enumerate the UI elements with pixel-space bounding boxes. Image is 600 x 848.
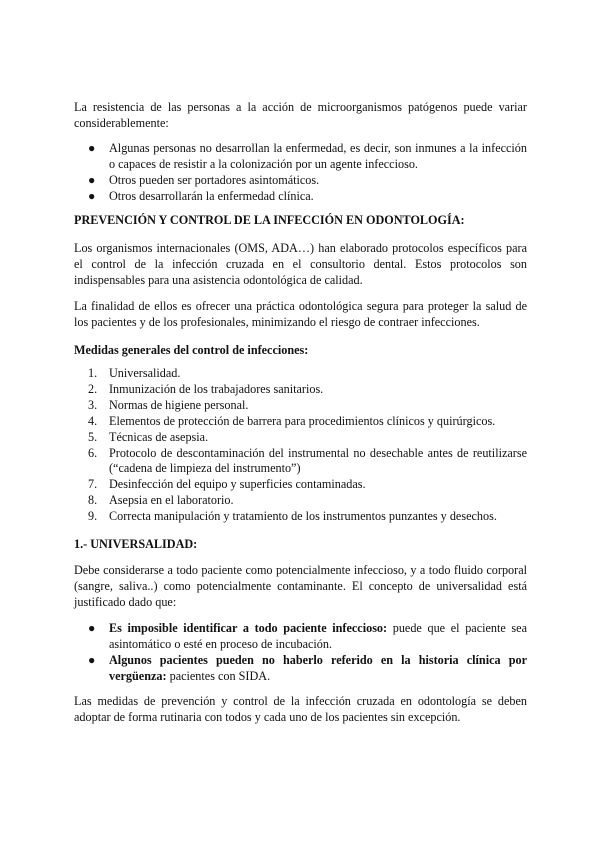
list-item: ● Otros desarrollarán la enfermedad clínica. <box>88 188 314 203</box>
list-item: 7. Desinfección del equipo y superficies contaminadas. <box>88 477 366 492</box>
list-item: 3. Normas de higiene personal. <box>88 397 249 412</box>
list-item: 2. Inmunización de los trabajadores sanitarios. <box>88 381 324 396</box>
paragraph-purpose: La finalidad de ellos es ofrecer una práctica odontológica segura para proteger la salud de los pacientes y de los profesionales, minimizando el riesgo de contraer infecciones. <box>74 299 527 329</box>
list-item: 1. Universalidad. <box>88 366 181 380</box>
list-item: ● Otros pueden ser portadores asintomáticos. <box>88 172 320 187</box>
universalidad-title: 1.- UNIVERSALIDAD: <box>74 537 198 551</box>
list-item: 4. Elementos de protección de barrera para procedimientos clínicos y quirúrgicos. <box>88 413 496 428</box>
closing-paragraph: Las medidas de prevención y control de la infección cruzada en odontología se deben adoptar de forma rutinaria con todos y cada uno de los pacientes sin excepción. <box>74 694 527 724</box>
intro-paragraph: La resistencia de las personas a la acción de microorganismos patógenos puede variar considerablemente: <box>74 100 527 130</box>
list-item: ● Es imposible identificar a todo paciente infeccioso: puede que el paciente sea asintomático o esté en proceso de incubación. <box>88 621 527 651</box>
measures-title: Medidas generales del control de infecciones: <box>74 343 309 357</box>
bullet-icon: ● <box>88 188 96 203</box>
universalidad-paragraph: Debe considerarse a todo paciente como potencialmente infeccioso, y a todo fluido corporal (sangre, saliva..) como potencialmente contaminante. El concepto de universalidad está justificado dado que: <box>74 563 527 609</box>
list-item: ● Algunos pacientes pueden no haberlo referido en la historia clínica por vergüenza: pacientes con SIDA. <box>88 652 527 683</box>
list-item: 5. Técnicas de asepsia. <box>88 429 209 444</box>
bullet-icon: ● <box>88 652 96 667</box>
measures-list <box>74 366 527 525</box>
bullet-icon: ● <box>88 172 96 187</box>
list-item: ● Algunas personas no desarrollan la enfermedad, es decir, son inmunes a la infección o capaces de resistir a la colonización por un agente infeccioso. <box>88 141 527 171</box>
list-item: 6. Protocolo de descontaminación del instrumental no desechable antes de reutilizarse (“cadena de limpieza del instrumento”) <box>88 445 527 476</box>
list-item: 8. Asepsia en el laboratorio. <box>88 493 234 508</box>
bullet-icon: ● <box>88 141 96 155</box>
section-title: PREVENCIÓN Y CONTROL DE LA INFECCIÓN EN ODONTOLOGÍA: <box>74 213 465 227</box>
intro-bullet-list <box>74 141 527 205</box>
list-item: 9. Correcta manipulación y tratamiento de los instrumentos punzantes y desechos. <box>88 509 497 524</box>
universalidad-bullet-list <box>74 621 527 685</box>
bullet-icon: ● <box>88 621 96 635</box>
paragraph-organisms: Los organismos internacionales (OMS, ADA…) han elaborado protocolos específicos para el control de la infección cruzada en el consultorio dental. Estos protocolos son indispensables para una asistencia odontológica de calidad. <box>74 241 527 287</box>
